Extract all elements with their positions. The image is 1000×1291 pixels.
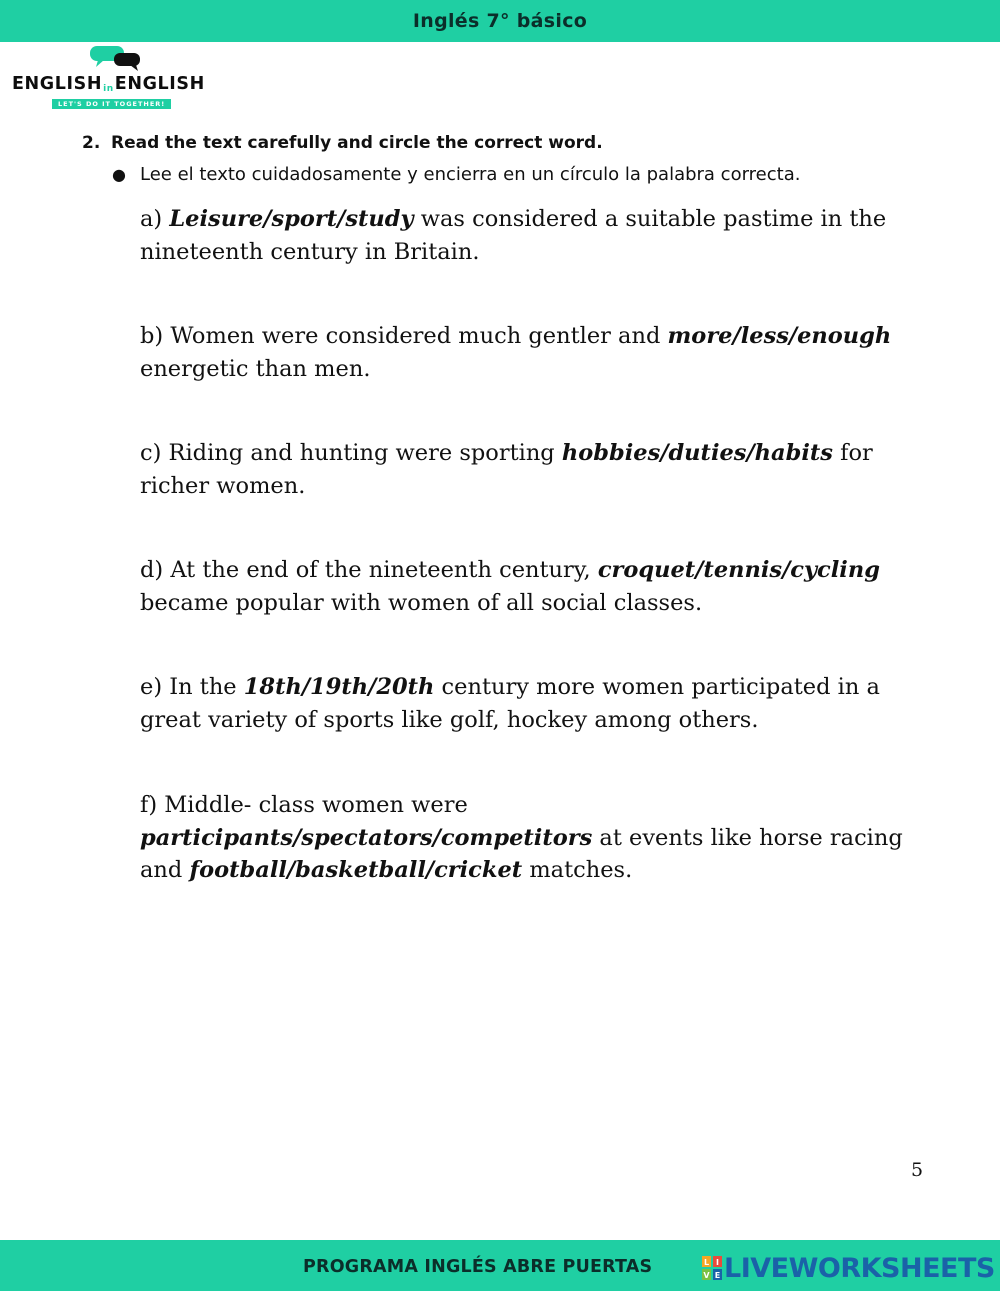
word-choice[interactable]: more/less/enough [667, 323, 892, 349]
page-number: 5 [911, 1159, 924, 1181]
liveworksheets-badge-icon [702, 1256, 722, 1280]
item-text: a) [140, 206, 170, 232]
item-text: matches. [522, 857, 633, 883]
exercise-item-c [140, 437, 940, 502]
item-text: was considered a suitable pastime in the nineteenth century in Britain. [140, 206, 887, 265]
svg-text:L: L [703, 1258, 710, 1267]
bullet-icon: ● [112, 165, 126, 184]
footer-program: PROGRAMA INGLÉS ABRE PUERTAS [303, 1257, 653, 1277]
exercise-item-a [140, 203, 940, 268]
liveworksheets-brand[interactable]: LIVEWORKSHEETS [724, 1253, 995, 1284]
item-text: century more women participated in a great variety of sports like golf, hockey among others. [140, 674, 880, 733]
word-choice[interactable]: hobbies/duties/habits [561, 440, 833, 466]
logo-word-in: in [103, 84, 114, 94]
item-text: f) Middle- class women were [140, 792, 468, 818]
header-title: Inglés 7° básico [412, 10, 588, 32]
word-choice[interactable]: participants/spectators/competitors [140, 824, 593, 851]
exercise-item-b [140, 320, 940, 385]
item-text: e) In the [140, 674, 244, 700]
word-choice[interactable]: 18th/19th/20th [243, 674, 435, 700]
exercise-item-e [140, 671, 940, 736]
exercise-item-d [140, 554, 940, 619]
english-in-english-logo [12, 44, 227, 112]
spanish-instruction-text: Lee el texto cuidadosamente y encierra en un círculo la palabra correcta. [140, 164, 801, 185]
logo-word-1: ENGLISH [12, 74, 103, 94]
question-heading [82, 133, 603, 153]
logo-word-2: ENGLISH [114, 74, 205, 94]
item-text: b) Women were considered much gentler and [140, 323, 668, 349]
item-text: became popular with women of all social classes. [140, 589, 703, 616]
exercise-item-f [140, 789, 940, 887]
question-number: 2. [82, 133, 101, 153]
svg-text:V: V [703, 1271, 710, 1280]
svg-text:I: I [716, 1258, 719, 1267]
logo-wordmark [12, 74, 205, 94]
item-text: for richer women. [140, 440, 873, 499]
header-bar [0, 0, 1000, 42]
item-text: c) Riding and hunting were sporting [140, 440, 562, 466]
word-choice[interactable]: croquet/tennis/cycling [597, 557, 880, 583]
word-choice[interactable]: Leisure/sport/study [169, 206, 414, 232]
item-text: d) At the end of the nineteenth century, [140, 557, 598, 583]
word-choice[interactable]: football/basketball/cricket [189, 857, 523, 883]
logo-tagline: LET'S DO IT TOGETHER! [52, 99, 171, 109]
svg-text:E: E [714, 1271, 721, 1280]
item-text: at events like horse racing and [140, 824, 903, 883]
speech-bubbles-icon [88, 44, 148, 72]
spanish-instruction [112, 164, 800, 185]
item-text: energetic than men. [140, 355, 371, 382]
question-instruction: Read the text carefully and circle the correct word. [111, 133, 603, 153]
